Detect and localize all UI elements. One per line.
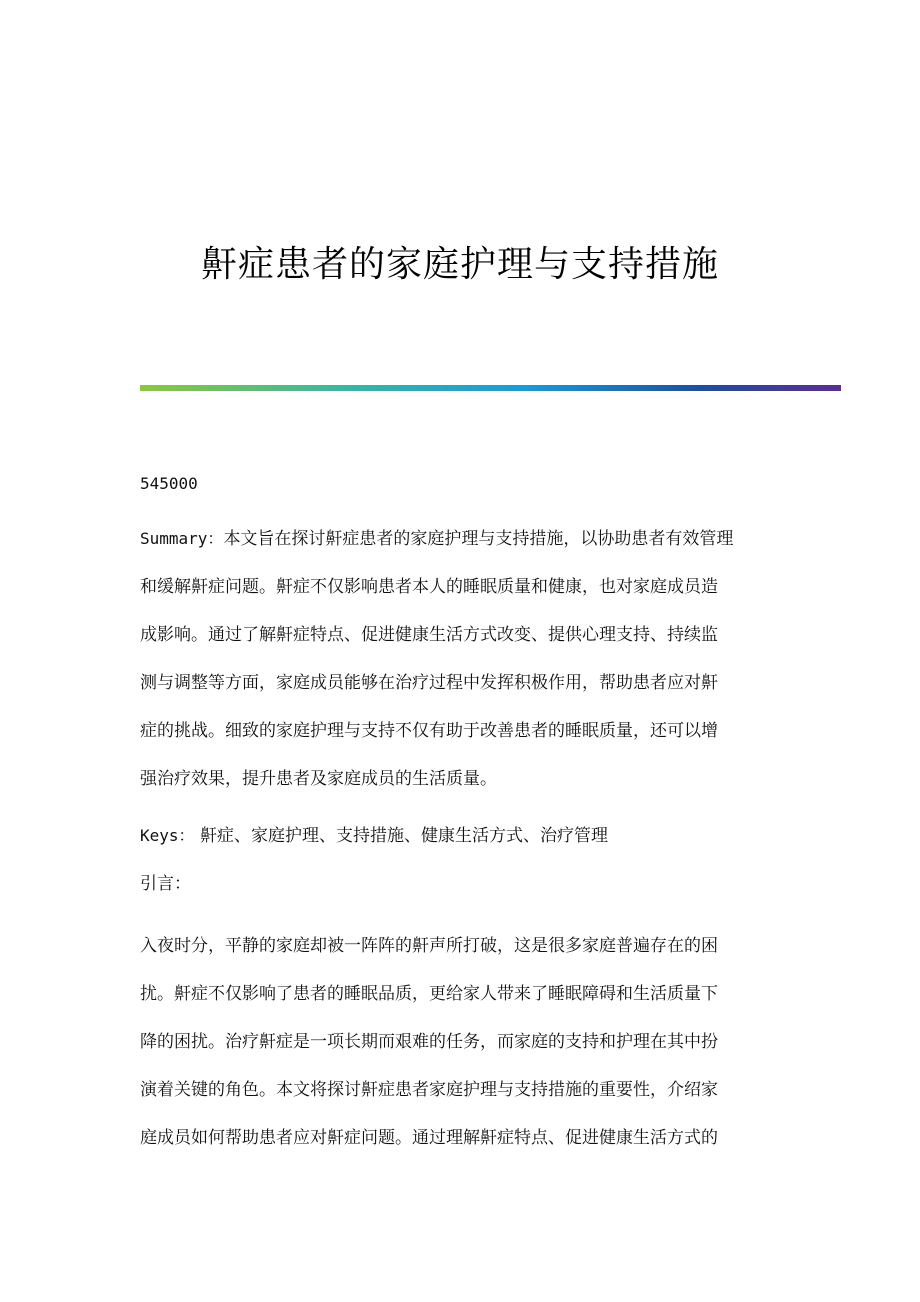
summary-line: 症的挑战。细致的家庭护理与支持不仅有助于改善患者的睡眠质量，还可以增 bbox=[140, 721, 718, 741]
summary-line: 和缓解鼾症问题。鼾症不仅影响患者本人的睡眠质量和健康，也对家庭成员造 bbox=[140, 577, 718, 597]
intro-line: 庭成员如何帮助患者应对鼾症问题。通过理解鼾症特点、促进健康生活方式的 bbox=[140, 1128, 718, 1148]
keys-line bbox=[140, 812, 780, 860]
summary-line: 强治疗效果，提升患者及家庭成员的生活质量。 bbox=[140, 769, 497, 789]
intro-line: 扰。鼾症不仅影响了患者的睡眠品质，更给家人带来了睡眠障碍和生活质量下 bbox=[140, 984, 718, 1004]
intro-section bbox=[140, 922, 780, 1162]
gradient-divider bbox=[140, 385, 841, 391]
summary-text: 本文旨在探讨鼾症患者的家庭护理与支持措施，以协助患者有效管理 bbox=[223, 529, 734, 549]
summary-section bbox=[140, 515, 780, 803]
document-title: 鼾症患者的家庭护理与支持措施 bbox=[200, 244, 719, 286]
summary-line bbox=[140, 515, 780, 563]
intro-line: 演着关键的角色。本文将探讨鼾症患者家庭护理与支持措施的重要性，介绍家 bbox=[140, 1080, 718, 1100]
keys-text: 鼾症、家庭护理、支持措施、健康生活方式、治疗管理 bbox=[199, 826, 608, 846]
summary-line: 测与调整等方面，家庭成员能够在治疗过程中发挥积极作用，帮助患者应对鼾 bbox=[140, 673, 718, 693]
intro-heading: 引言： bbox=[140, 874, 191, 894]
document-number: 545000 bbox=[140, 474, 198, 493]
summary-label: Summary： bbox=[140, 529, 224, 548]
keys-section bbox=[140, 812, 780, 860]
intro-line: 降的困扰。治疗鼾症是一项长期而艰难的任务，而家庭的支持和护理在其中扮 bbox=[140, 1032, 718, 1052]
keys-label: Keys： bbox=[140, 826, 195, 845]
intro-line: 入夜时分，平静的家庭却被一阵阵的鼾声所打破，这是很多家庭普遍存在的困 bbox=[140, 936, 718, 956]
summary-line: 成影响。通过了解鼾症特点、促进健康生活方式改变、提供心理支持、持续监 bbox=[140, 625, 718, 645]
